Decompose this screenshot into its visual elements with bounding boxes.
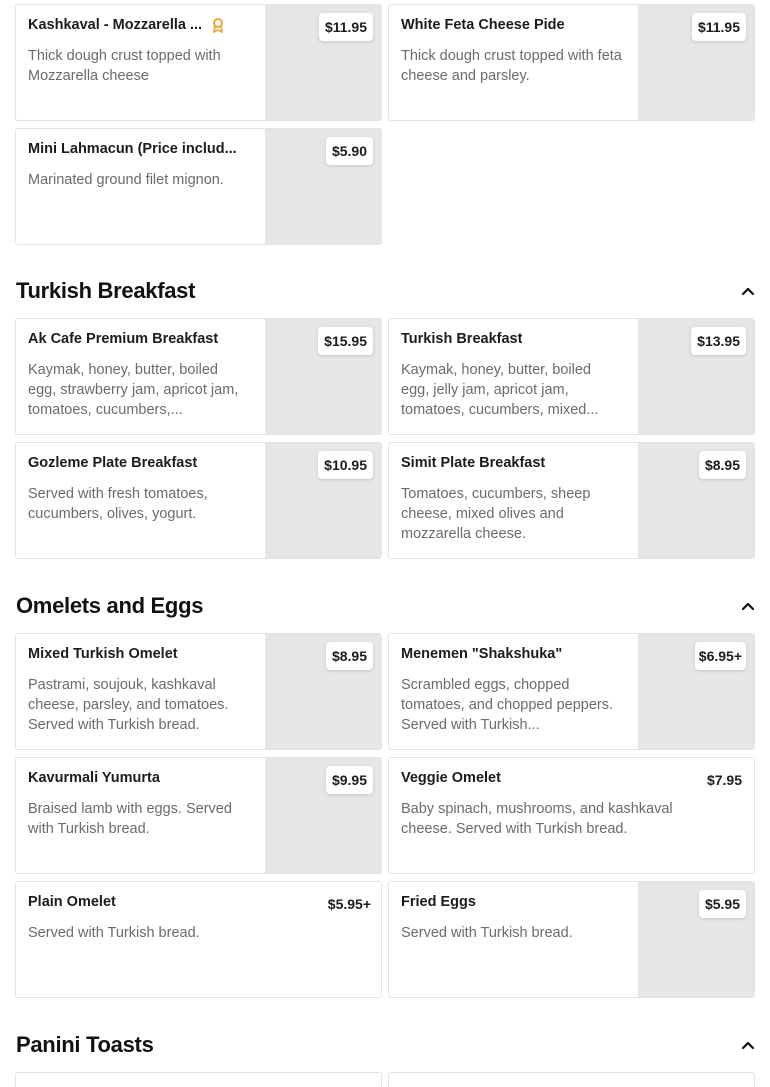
item-description: Served with Turkish bread. xyxy=(28,925,200,941)
menu-item-card[interactable] xyxy=(15,4,382,121)
item-description: Tomatoes, cucumbers, sheep cheese, mixed olives and mozzarella cheese. xyxy=(401,486,591,542)
menu-item-card[interactable] xyxy=(15,318,382,435)
section-header-panini-toasts xyxy=(16,1030,756,1060)
chevron-up-icon[interactable] xyxy=(740,283,756,299)
item-description: Marinated ground filet mignon. xyxy=(28,172,224,188)
item-price: $6.95+ xyxy=(695,642,746,670)
menu-item-card[interactable] xyxy=(388,633,755,750)
ribbon-badge-icon xyxy=(210,17,226,33)
menu-item-card[interactable] xyxy=(15,757,382,874)
item-price: $13.95 xyxy=(691,327,746,355)
menu-item-card[interactable] xyxy=(15,881,382,998)
item-price: $8.95 xyxy=(326,642,373,670)
item-name: Mixed Turkish Omelet xyxy=(28,646,178,662)
section-header-turkish-breakfast xyxy=(16,276,756,306)
item-name: Ak Cafe Premium Breakfast xyxy=(28,331,219,347)
item-price: $9.95 xyxy=(326,766,373,794)
item-name: Simit Plate Breakfast xyxy=(401,455,546,471)
item-name: Kashkaval - Mozzarella ... xyxy=(28,17,203,33)
menu-item-card[interactable] xyxy=(15,128,382,245)
item-name: Mini Lahmacun (Price includ... xyxy=(28,141,237,157)
item-name: Kavurmali Yumurta xyxy=(28,770,160,786)
item-name: Turkish Breakfast xyxy=(401,331,523,347)
chevron-up-icon[interactable] xyxy=(740,1037,756,1053)
item-description: Kaymak, honey, butter, boiled egg, jelly jam, apricot jam, tomatoes, cucumbers, mixed... xyxy=(401,362,599,418)
item-description: Thick dough crust topped with feta cheese and parsley. xyxy=(401,48,622,84)
item-price: $5.95 xyxy=(699,890,746,918)
item-price: $5.90 xyxy=(326,137,373,165)
item-name: White Feta Cheese Pide xyxy=(401,17,565,33)
menu-item-card[interactable] xyxy=(15,442,382,559)
item-name: Gozleme Plate Breakfast xyxy=(28,455,198,471)
item-price: $5.95+ xyxy=(328,890,371,918)
section-title: Omelets and Eggs xyxy=(16,593,204,618)
item-description: Pastrami, soujouk, kashkaval cheese, parsley, and tomatoes. Served with Turkish bread. xyxy=(28,677,229,733)
menu-item-card[interactable] xyxy=(15,1072,382,1087)
menu-item-card[interactable] xyxy=(388,881,755,998)
item-name: Veggie Omelet xyxy=(401,770,501,786)
item-price: $10.95 xyxy=(318,451,373,479)
item-description: Baby spinach, mushrooms, and kashkaval cheese. Served with Turkish bread. xyxy=(401,801,673,837)
item-price: $15.95 xyxy=(318,327,373,355)
section-header-omelets-and-eggs xyxy=(16,591,756,621)
menu-item-card[interactable] xyxy=(388,757,755,874)
item-price: $11.95 xyxy=(692,13,746,41)
item-name: Plain Omelet xyxy=(28,894,116,910)
section-title: Turkish Breakfast xyxy=(16,278,196,303)
item-name: Menemen "Shakshuka" xyxy=(401,646,563,662)
menu-item-card[interactable] xyxy=(388,1072,755,1087)
item-description: Braised lamb with eggs. Served with Turkish bread. xyxy=(28,801,232,837)
menu-item-card[interactable] xyxy=(15,633,382,750)
menu-item-card[interactable] xyxy=(388,4,755,121)
item-name: Fried Eggs xyxy=(401,894,476,910)
item-description: Served with Turkish bread. xyxy=(401,925,573,941)
menu-item-card[interactable] xyxy=(388,442,755,559)
item-price: $11.95 xyxy=(319,13,373,41)
item-price: $8.95 xyxy=(699,451,746,479)
chevron-up-icon[interactable] xyxy=(740,598,756,614)
item-description: Kaymak, honey, butter, boiled egg, strawberry jam, apricot jam, tomatoes, cucumbers,... xyxy=(28,362,239,418)
item-description: Scrambled eggs, chopped tomatoes, and chopped peppers. Served with Turkish... xyxy=(401,677,614,733)
section-title: Panini Toasts xyxy=(16,1032,154,1057)
menu-item-card[interactable] xyxy=(388,318,755,435)
item-description: Served with fresh tomatoes, cucumbers, olives, yogurt. xyxy=(28,486,208,522)
item-price: $7.95 xyxy=(707,766,742,794)
item-description: Thick dough crust topped with Mozzarella cheese xyxy=(28,48,221,84)
